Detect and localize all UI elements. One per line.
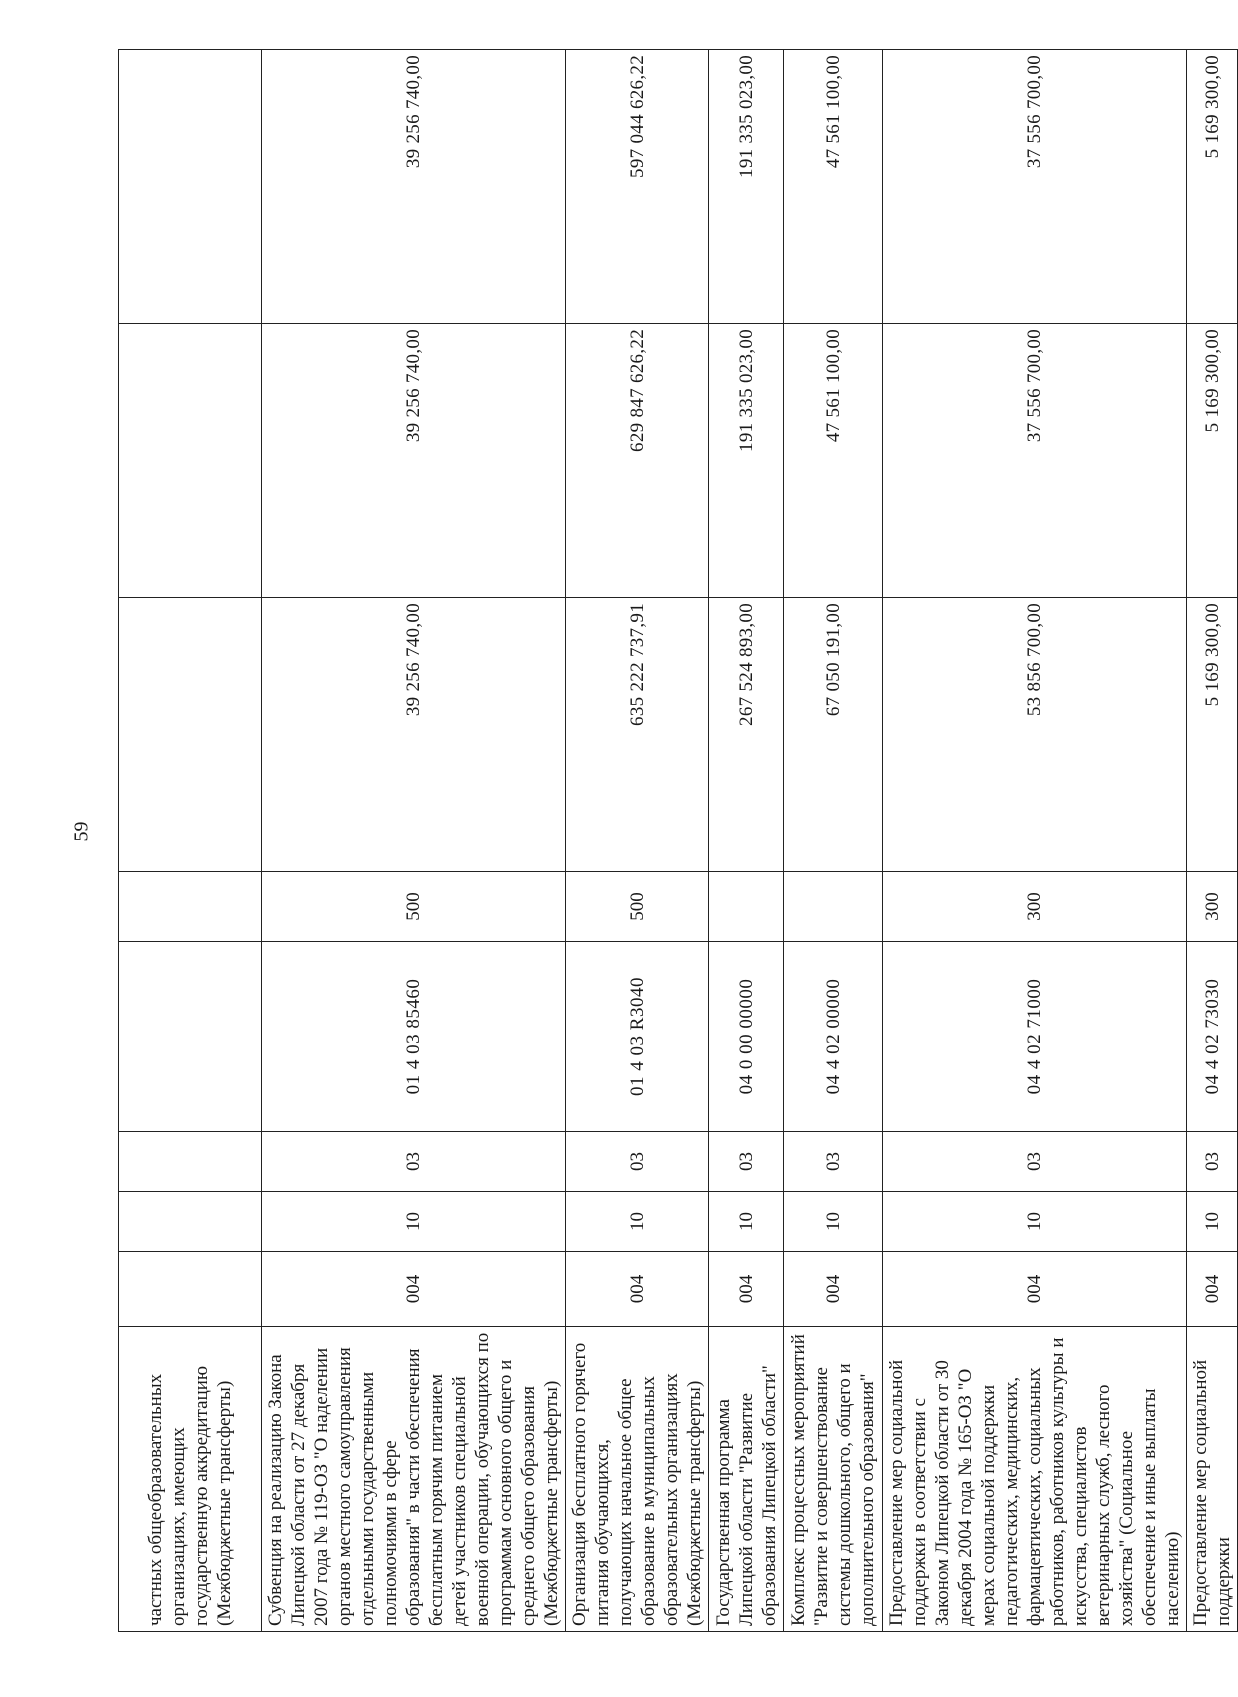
amount-year-3: 47 561 100,00 <box>784 50 883 324</box>
table-row <box>883 50 1187 1632</box>
amount-year-3: 37 556 700,00 <box>883 50 1187 324</box>
amount-year-1: 53 856 700,00 <box>883 598 1187 872</box>
amount-year-1 <box>119 598 262 872</box>
section-code <box>119 1192 262 1252</box>
amount-year-1: 5 169 300,00 <box>1187 598 1238 872</box>
rotated-page <box>118 50 1238 1632</box>
ministry-code: 004 <box>262 1252 566 1327</box>
row-name: частных общеобразовательных организациях, имеющих государственную аккредитацию (Межбюджетные трансферты) <box>119 1327 262 1632</box>
amount-year-3: 39 256 740,00 <box>262 50 566 324</box>
amount-year-3: 5 169 300,00 <box>1187 50 1238 324</box>
table-row <box>784 50 883 1632</box>
row-name: Субвенция на реализацию Закона Липецкой области от 27 декабря 2007 года № 119-ОЗ "О наделении органов местного самоуправления отдельными государственными полномочиями в сфере образования" в части обеспечения бесплатным горячим питанием детей участников специальной военной операции, обучающихся по программам основного общего и среднего общего образования (Межбюджетные трансферты) <box>262 1327 566 1632</box>
amount-year-3: 597 044 626,22 <box>566 50 709 324</box>
section-code: 10 <box>784 1192 883 1252</box>
amount-year-1: 39 256 740,00 <box>262 598 566 872</box>
row-name: Государственная программа Липецкой области "Развитие образования Липецкой области" <box>709 1327 784 1632</box>
page-number: 59 <box>70 821 93 842</box>
amount-year-1: 67 050 191,00 <box>784 598 883 872</box>
expense-type-code <box>784 872 883 942</box>
section-code: 10 <box>709 1192 784 1252</box>
ministry-code: 004 <box>566 1252 709 1327</box>
section-code: 10 <box>1187 1192 1238 1252</box>
amount-year-2: 37 556 700,00 <box>883 324 1187 598</box>
amount-year-1: 267 524 893,00 <box>709 598 784 872</box>
ministry-code: 004 <box>784 1252 883 1327</box>
subsection-code: 03 <box>566 1132 709 1192</box>
expense-type-code: 500 <box>262 872 566 942</box>
amount-year-3: 191 335 023,00 <box>709 50 784 324</box>
section-code: 10 <box>883 1192 1187 1252</box>
row-name: Комплекс процессных мероприятий "Развитие и совершенствование системы дошкольного, общего и дополнительного образования" <box>784 1327 883 1632</box>
row-name: Организация бесплатного горячего питания обучающихся, получающих начальное общее образование в муниципальных образовательных организациях (Межбюджетные трансферты) <box>566 1327 709 1632</box>
target-article-code: 01 4 03 85460 <box>262 942 566 1132</box>
target-article-code: 04 4 02 71000 <box>883 942 1187 1132</box>
table-row <box>262 50 566 1632</box>
target-article-code <box>119 942 262 1132</box>
ministry-code <box>119 1252 262 1327</box>
amount-year-2: 629 847 626,22 <box>566 324 709 598</box>
target-article-code: 04 4 02 73030 <box>1187 942 1238 1132</box>
table-row <box>119 50 262 1632</box>
ministry-code: 004 <box>883 1252 1187 1327</box>
row-name: Предоставление мер социальной поддержки в соответствии с Законом Липецкой области от 30 декабря 2004 года № 165-ОЗ "О мерах социальной поддержки педагогических, медицинских, фармацевтических, социальных работников, работников культуры и искусства, специалистов ветеринарных служб, лесного хозяйства" (Социальное обеспечение и иные выплаты населению) <box>883 1327 1187 1632</box>
expense-type-code <box>709 872 784 942</box>
subsection-code: 03 <box>784 1132 883 1192</box>
target-article-code: 01 4 03 R3040 <box>566 942 709 1132</box>
target-article-code: 04 0 00 00000 <box>709 942 784 1132</box>
target-article-code: 04 4 02 00000 <box>784 942 883 1132</box>
expense-type-code: 500 <box>566 872 709 942</box>
subsection-code: 03 <box>709 1132 784 1192</box>
table-row <box>566 50 709 1632</box>
subsection-code: 03 <box>1187 1132 1238 1192</box>
table-row <box>1187 50 1238 1632</box>
amount-year-2: 191 335 023,00 <box>709 324 784 598</box>
table-row <box>709 50 784 1632</box>
ministry-code: 004 <box>1187 1252 1238 1327</box>
expense-type-code: 300 <box>883 872 1187 942</box>
subsection-code <box>119 1132 262 1192</box>
amount-year-3 <box>119 50 262 324</box>
expense-type-code <box>119 872 262 942</box>
amount-year-1: 635 222 737,91 <box>566 598 709 872</box>
expense-type-code: 300 <box>1187 872 1238 942</box>
section-code: 10 <box>262 1192 566 1252</box>
amount-year-2: 47 561 100,00 <box>784 324 883 598</box>
amount-year-2: 39 256 740,00 <box>262 324 566 598</box>
subsection-code: 03 <box>883 1132 1187 1192</box>
section-code: 10 <box>566 1192 709 1252</box>
subsection-code: 03 <box>262 1132 566 1192</box>
row-name: Предоставление мер социальной поддержки <box>1187 1327 1238 1632</box>
ministry-code: 004 <box>709 1252 784 1327</box>
amount-year-2 <box>119 324 262 598</box>
budget-table <box>118 49 1238 1632</box>
amount-year-2: 5 169 300,00 <box>1187 324 1238 598</box>
